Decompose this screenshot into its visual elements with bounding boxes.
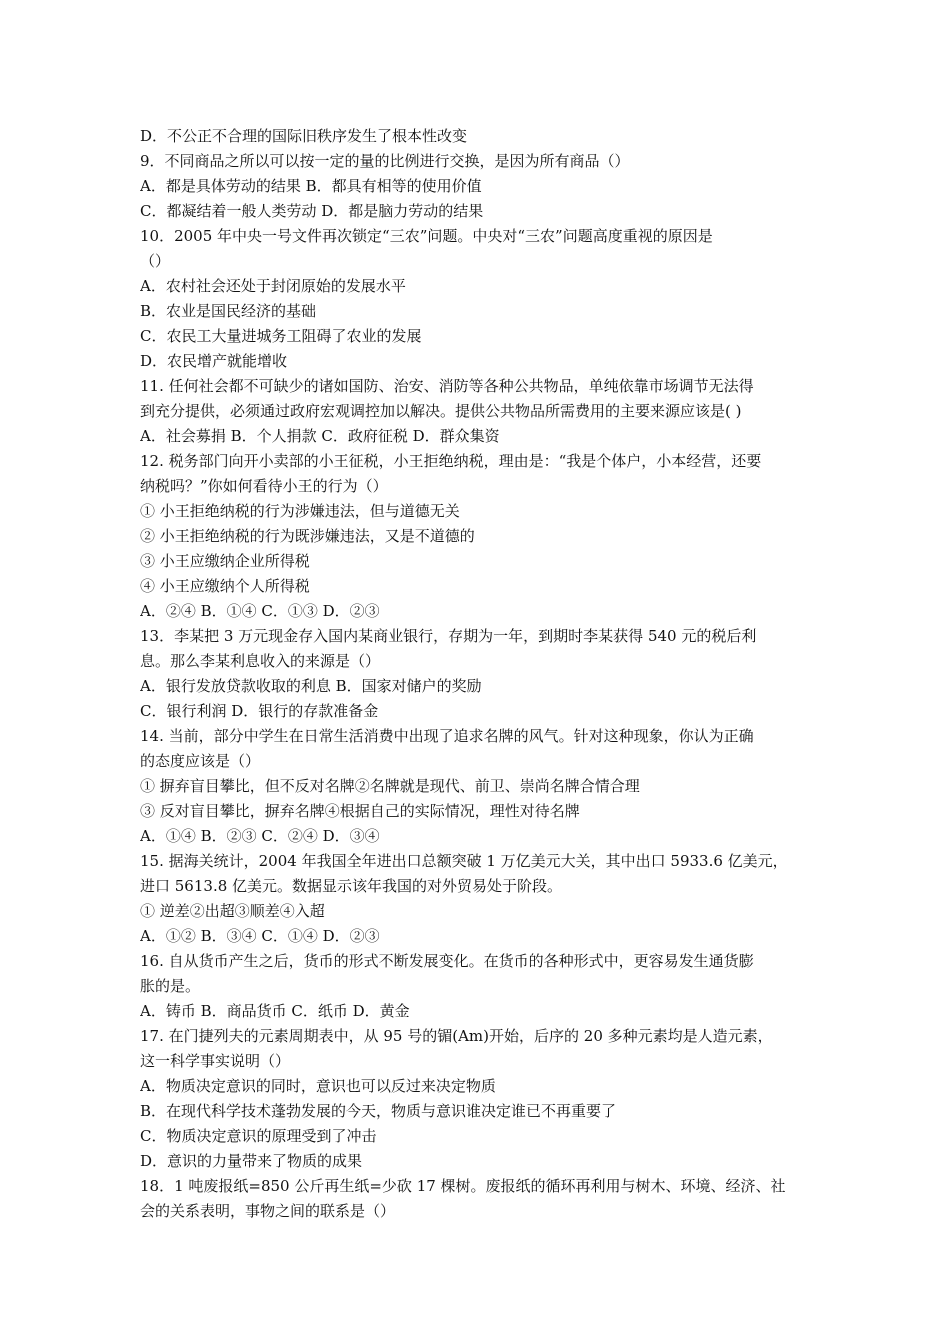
statement-line: ① 逆差②出超③顺差④入超 <box>140 902 325 920</box>
question-11-stem: 11. 任何社会都不可缺少的诸如国防、治安、消防等各种公共物品，单纯依靠市场调节无法得 <box>140 377 754 395</box>
statement-line: ② 小王拒绝纳税的行为既涉嫌违法，又是不道德的 <box>140 527 475 545</box>
option-line: A．社会募捐 B．个人捐款 C．政府征税 D．群众集资 <box>140 427 500 445</box>
question-10-stem: 10．2005 年中央一号文件再次锁定“三农”问题。中央对“三农”问题高度重视的原因是 <box>140 227 713 245</box>
question-16-stem-cont: 胀的是。 <box>140 977 201 995</box>
option-line: C．都凝结着一般人类劳动 D．都是脑力劳动的结果 <box>140 202 484 220</box>
question-14-stem: 14. 当前，部分中学生在日常生活消费中出现了追求名牌的风气。针对这种现象，你认为正确 <box>140 727 754 745</box>
statement-line: ① 摒弃盲目攀比，但不反对名牌②名牌就是现代、前卫、崇尚名牌合情合理 <box>140 777 640 795</box>
option-line: A．①② B．③④ C．①④ D．②③ <box>140 927 380 945</box>
question-17-stem: 17. 在门捷列夫的元素周期表中，从 95 号的镅(Am)开始，后序的 20 多种元素均是人造元素， <box>140 1027 773 1045</box>
option-line: A．银行发放贷款收取的利息 B．国家对储户的奖励 <box>140 677 482 695</box>
option-line: B．在现代科学技术蓬勃发展的今天，物质与意识谁决定谁已不再重要了 <box>140 1102 617 1120</box>
option-line: D．意识的力量带来了物质的成果 <box>140 1152 363 1170</box>
option-line: D．农民增产就能增收 <box>140 352 288 370</box>
question-14-stem-cont: 的态度应该是（） <box>140 752 261 770</box>
option-line: A．①④ B．②③ C．②④ D．③④ <box>140 827 380 845</box>
question-15-stem: 15. 据海关统计，2004 年我国全年进出口总额突破 1 万亿美元大关，其中出口 5933.6 亿美元， <box>140 852 788 870</box>
option-line: C．银行利润 D．银行的存款准备金 <box>140 702 379 720</box>
option-line: C．物质决定意识的原理受到了冲击 <box>140 1127 377 1145</box>
option-line: A．铸币 B．商品货币 C．纸币 D．黄金 <box>140 1002 410 1020</box>
question-17-stem-cont: 这一科学事实说明（） <box>140 1052 291 1070</box>
option-line: D．不公正不合理的国际旧秩序发生了根本性改变 <box>140 127 468 145</box>
question-12-stem: 12. 税务部门向开小卖部的小王征税，小王拒绝纳税，理由是：“我是个体户，小本经营，还要 <box>140 452 762 470</box>
statement-line: ① 小王拒绝纳税的行为涉嫌违法，但与道德无关 <box>140 502 460 520</box>
statement-line: ③ 小王应缴纳企业所得税 <box>140 552 310 570</box>
question-18-stem: 18．1 吨废报纸=850 公斤再生纸=少砍 17 棵树。废报纸的循环再利用与树木、环境、经济、社 <box>140 1177 786 1195</box>
question-18-stem-cont: 会的关系表明，事物之间的联系是（） <box>140 1202 396 1220</box>
question-16-stem: 16. 自从货币产生之后，货币的形式不断发展变化。在货币的各种形式中，更容易发生通货膨 <box>140 952 754 970</box>
option-line: C．农民工大量进城务工阻碍了农业的发展 <box>140 327 422 345</box>
question-10-stem-cont: （） <box>140 252 171 270</box>
question-9-stem: 9．不同商品之所以可以按一定的量的比例进行交换，是因为所有商品（） <box>140 152 630 170</box>
statement-line: ③ 反对盲目攀比，摒弃名牌④根据自己的实际情况，理性对待名牌 <box>140 802 580 820</box>
statement-line: ④ 小王应缴纳个人所得税 <box>140 577 310 595</box>
option-line: B．农业是国民经济的基础 <box>140 302 317 320</box>
question-11-stem-cont: 到充分提供，必须通过政府宏观调控加以解决。提供公共物品所需费用的主要来源应该是( ) <box>140 402 742 420</box>
question-13-stem: 13．李某把 3 万元现金存入国内某商业银行，存期为一年，到期时李某获得 540 元的税后利 <box>140 627 757 645</box>
option-line: A．农村社会还处于封闭原始的发展水平 <box>140 277 406 295</box>
option-line: A．②④ B．①④ C．①③ D．②③ <box>140 602 380 620</box>
question-text-body <box>140 124 820 1224</box>
question-15-stem-cont: 进口 5613.8 亿美元。数据显示该年我国的对外贸易处于阶段。 <box>140 877 563 895</box>
option-line: A．物质决定意识的同时，意识也可以反过来决定物质 <box>140 1077 496 1095</box>
question-12-stem-cont: 纳税吗？”你如何看待小王的行为（） <box>140 477 388 495</box>
question-13-stem-cont: 息。那么李某利息收入的来源是（） <box>140 652 381 670</box>
option-line: A．都是具体劳动的结果 B．都具有相等的使用价值 <box>140 177 482 195</box>
